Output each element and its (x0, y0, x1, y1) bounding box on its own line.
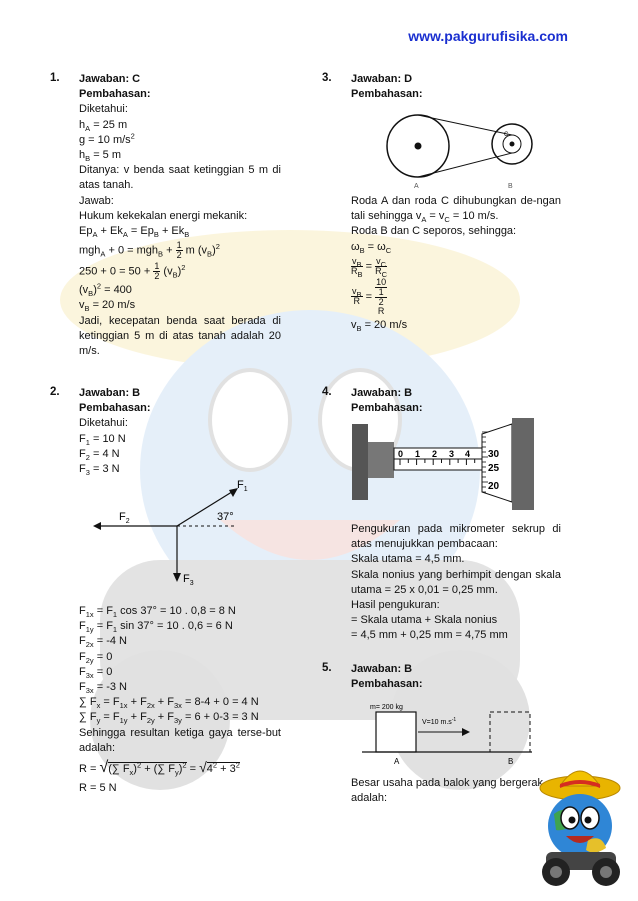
main-scale-label: 3 (449, 449, 455, 459)
main-scale-label: 1 (415, 449, 421, 459)
thimble-label: 20 (488, 481, 500, 492)
main-scale-label: 2 (432, 449, 438, 459)
answer-label: Jawaban: D (351, 73, 413, 85)
answer-heading: Jawab: (79, 194, 114, 207)
spindle (368, 442, 394, 478)
f3-arrowhead (173, 573, 181, 582)
equation: 250 + 0 = 50 + $\frac{1}{2}$ $(v_B)^2$ (79, 261, 186, 282)
given-value: $F_2 = 4$ N (79, 447, 120, 462)
label-b: B (508, 757, 514, 766)
belt-top (418, 115, 512, 135)
step: ∑ $F_x = F_{1x} + F_{2x} + F_{3x} = 8-4 + 0 = 4$ N (79, 696, 259, 711)
step: ∑ $F_y = F_{1y} + F_{2y} + F_{3y} = 6 + 0-3 = 3$ N (79, 711, 259, 726)
explanation-text: Besar usaha pada balok yang bergerak adalah: (351, 777, 544, 805)
question-2-header (79, 386, 281, 477)
label-a: A (414, 183, 419, 190)
equation: $\frac{v_B}{R}$ = 10 1 2 R (352, 276, 387, 316)
main-scale-label: 0 (398, 449, 404, 459)
label-b: B (508, 183, 513, 190)
equation: $(v_B)^2 = 400$ (79, 281, 132, 299)
asked-text: Ditanya: v benda saat ketinggian 5 m di atas tanah. (79, 164, 281, 192)
question-5-solution (351, 776, 561, 806)
f2-arrowhead (93, 522, 101, 530)
question-3-solution (351, 194, 561, 333)
question-5-header (351, 662, 561, 692)
force-diagram (85, 470, 285, 590)
f1-label: $F_1$ (237, 479, 248, 493)
step: R = √(∑ $F_x)^2$ + (∑ $F_y)^2 = √4^2 + 3^2$ (79, 759, 240, 778)
given-value: $h_A = 25$ m (79, 118, 128, 133)
explanation-text: Pengukuran pada mikrometer sekrup di atas menujukkan pembacaan: (351, 523, 561, 551)
wheel-axle (510, 142, 515, 147)
question-number: 2. (50, 386, 60, 398)
question-4-solution (351, 522, 561, 644)
anvil (352, 424, 368, 500)
label-a: A (394, 757, 400, 766)
f3-label: $F_3$ (183, 573, 194, 587)
explanation-text: Hasil pengukuran: (351, 599, 440, 612)
question-1-block (79, 72, 281, 359)
question-3-header (351, 72, 561, 102)
step: $F_{2x} = -4$ N (79, 635, 127, 650)
label-c: C (504, 132, 509, 138)
block-b (490, 712, 530, 752)
belt-bottom (418, 153, 512, 177)
step: $F_{2y} = 0$ (79, 650, 113, 665)
step: $F_{3x} = 0$ (79, 665, 113, 680)
known-label: Diketahui: (79, 103, 128, 116)
question-number: 4. (322, 386, 332, 398)
given-value: $F_3 = 3$ N (79, 463, 120, 478)
f2-label: $F_2$ (119, 511, 130, 525)
mass-label: m= 200 kg (370, 704, 403, 711)
explanation-text: = Skala utama + Skala nonius (351, 614, 498, 627)
equation: $v_B = 20$ m/s (351, 318, 408, 333)
mascot-logo (532, 760, 632, 890)
answer-label: Jawaban: B (79, 387, 141, 399)
equation: $\frac{v_B}{R_B}$ = $\frac{v_C}{R_C}$ (351, 255, 387, 279)
given-value: g = 10 $m/s^2$ (79, 131, 135, 146)
question-2-solution (79, 604, 281, 796)
thimble-label: 30 (488, 449, 500, 460)
question-number: 1. (50, 72, 60, 84)
given-value: $h_B = 5$ m (79, 149, 122, 164)
ratchet (512, 418, 534, 510)
conclusion-text: Jadi, kecepatan benda saat berada di ketinggian 5 m di atas tanah adalah 20 m/s. (79, 314, 281, 358)
velocity-label: V=10 $m.s^{-1}$ (422, 717, 457, 726)
equation: mgh$_A$ + 0 = mgh$_B$ + $\frac{1}{2}$ m $(v_B)^2$ (79, 240, 220, 261)
equation: $v_B = 20$ m/s (79, 299, 136, 314)
explanation-text: = 4,5 mm + 0,25 mm = 4,75 mm (351, 629, 508, 642)
answer-label: Jawaban: C (79, 73, 141, 85)
step: Sehingga resultan ketiga gaya terse-but adalah: (79, 726, 281, 754)
wheel-a-axle (415, 143, 422, 150)
question-number: 5. (322, 662, 332, 674)
angle-label: 37° (217, 511, 234, 523)
site-url[interactable]: www.pakgurufisika.com (408, 28, 568, 44)
equation: $Ep_A + Ek_A = Ep_B + Ek_B$ (79, 225, 190, 240)
discussion-label: Pembahasan: (79, 402, 151, 415)
main-scale-label: 4 (465, 449, 471, 459)
step: $F_{1x} = F_1$ cos 37° = 10 . 0,8 = 8 N (79, 605, 236, 620)
discussion-label: Pembahasan: (351, 88, 423, 101)
discussion-label: Pembahasan: (351, 402, 423, 415)
step: R = 5 N (79, 782, 117, 795)
discussion-label: Pembahasan: (351, 678, 423, 691)
law-text: Hukum kekekalan energi mekanik: (79, 209, 248, 222)
explanation-text: Skala utama = 4,5 mm. (351, 553, 465, 566)
wheels-diagram (380, 112, 540, 192)
known-label: Diketahui: (79, 417, 128, 430)
given-value: $F_1 = 10$ N (79, 432, 126, 447)
thimble-label: 25 (488, 463, 500, 474)
answer-label: Jawaban: B (351, 663, 413, 675)
velocity-arrowhead (462, 728, 470, 736)
answer-label: Jawaban: B (351, 387, 413, 399)
block-motion-diagram (362, 700, 532, 770)
block-a (376, 712, 416, 752)
explanation-text: Roda A dan roda C dihubungkan de-ngan tali sehingga $v_A = v_C = 10$ m/s. (351, 195, 561, 225)
micrometer-diagram (352, 412, 548, 516)
discussion-label: Pembahasan: (79, 88, 151, 101)
explanation-text: Skala nonius yang berhimpit dengan skala utama = 25 x 0,01 = 0,25 mm. (351, 568, 561, 596)
step: $F_{1y} = F_1$ sin 37° = 10 . 0,6 = 6 N (79, 620, 233, 635)
explanation-text: Roda B dan C seporos, sehingga: (351, 225, 517, 238)
step: $F_{3x} = -3$ N (79, 681, 127, 696)
equation: $\omega_B = \omega_C$ (351, 240, 392, 255)
question-number: 3. (322, 72, 332, 84)
